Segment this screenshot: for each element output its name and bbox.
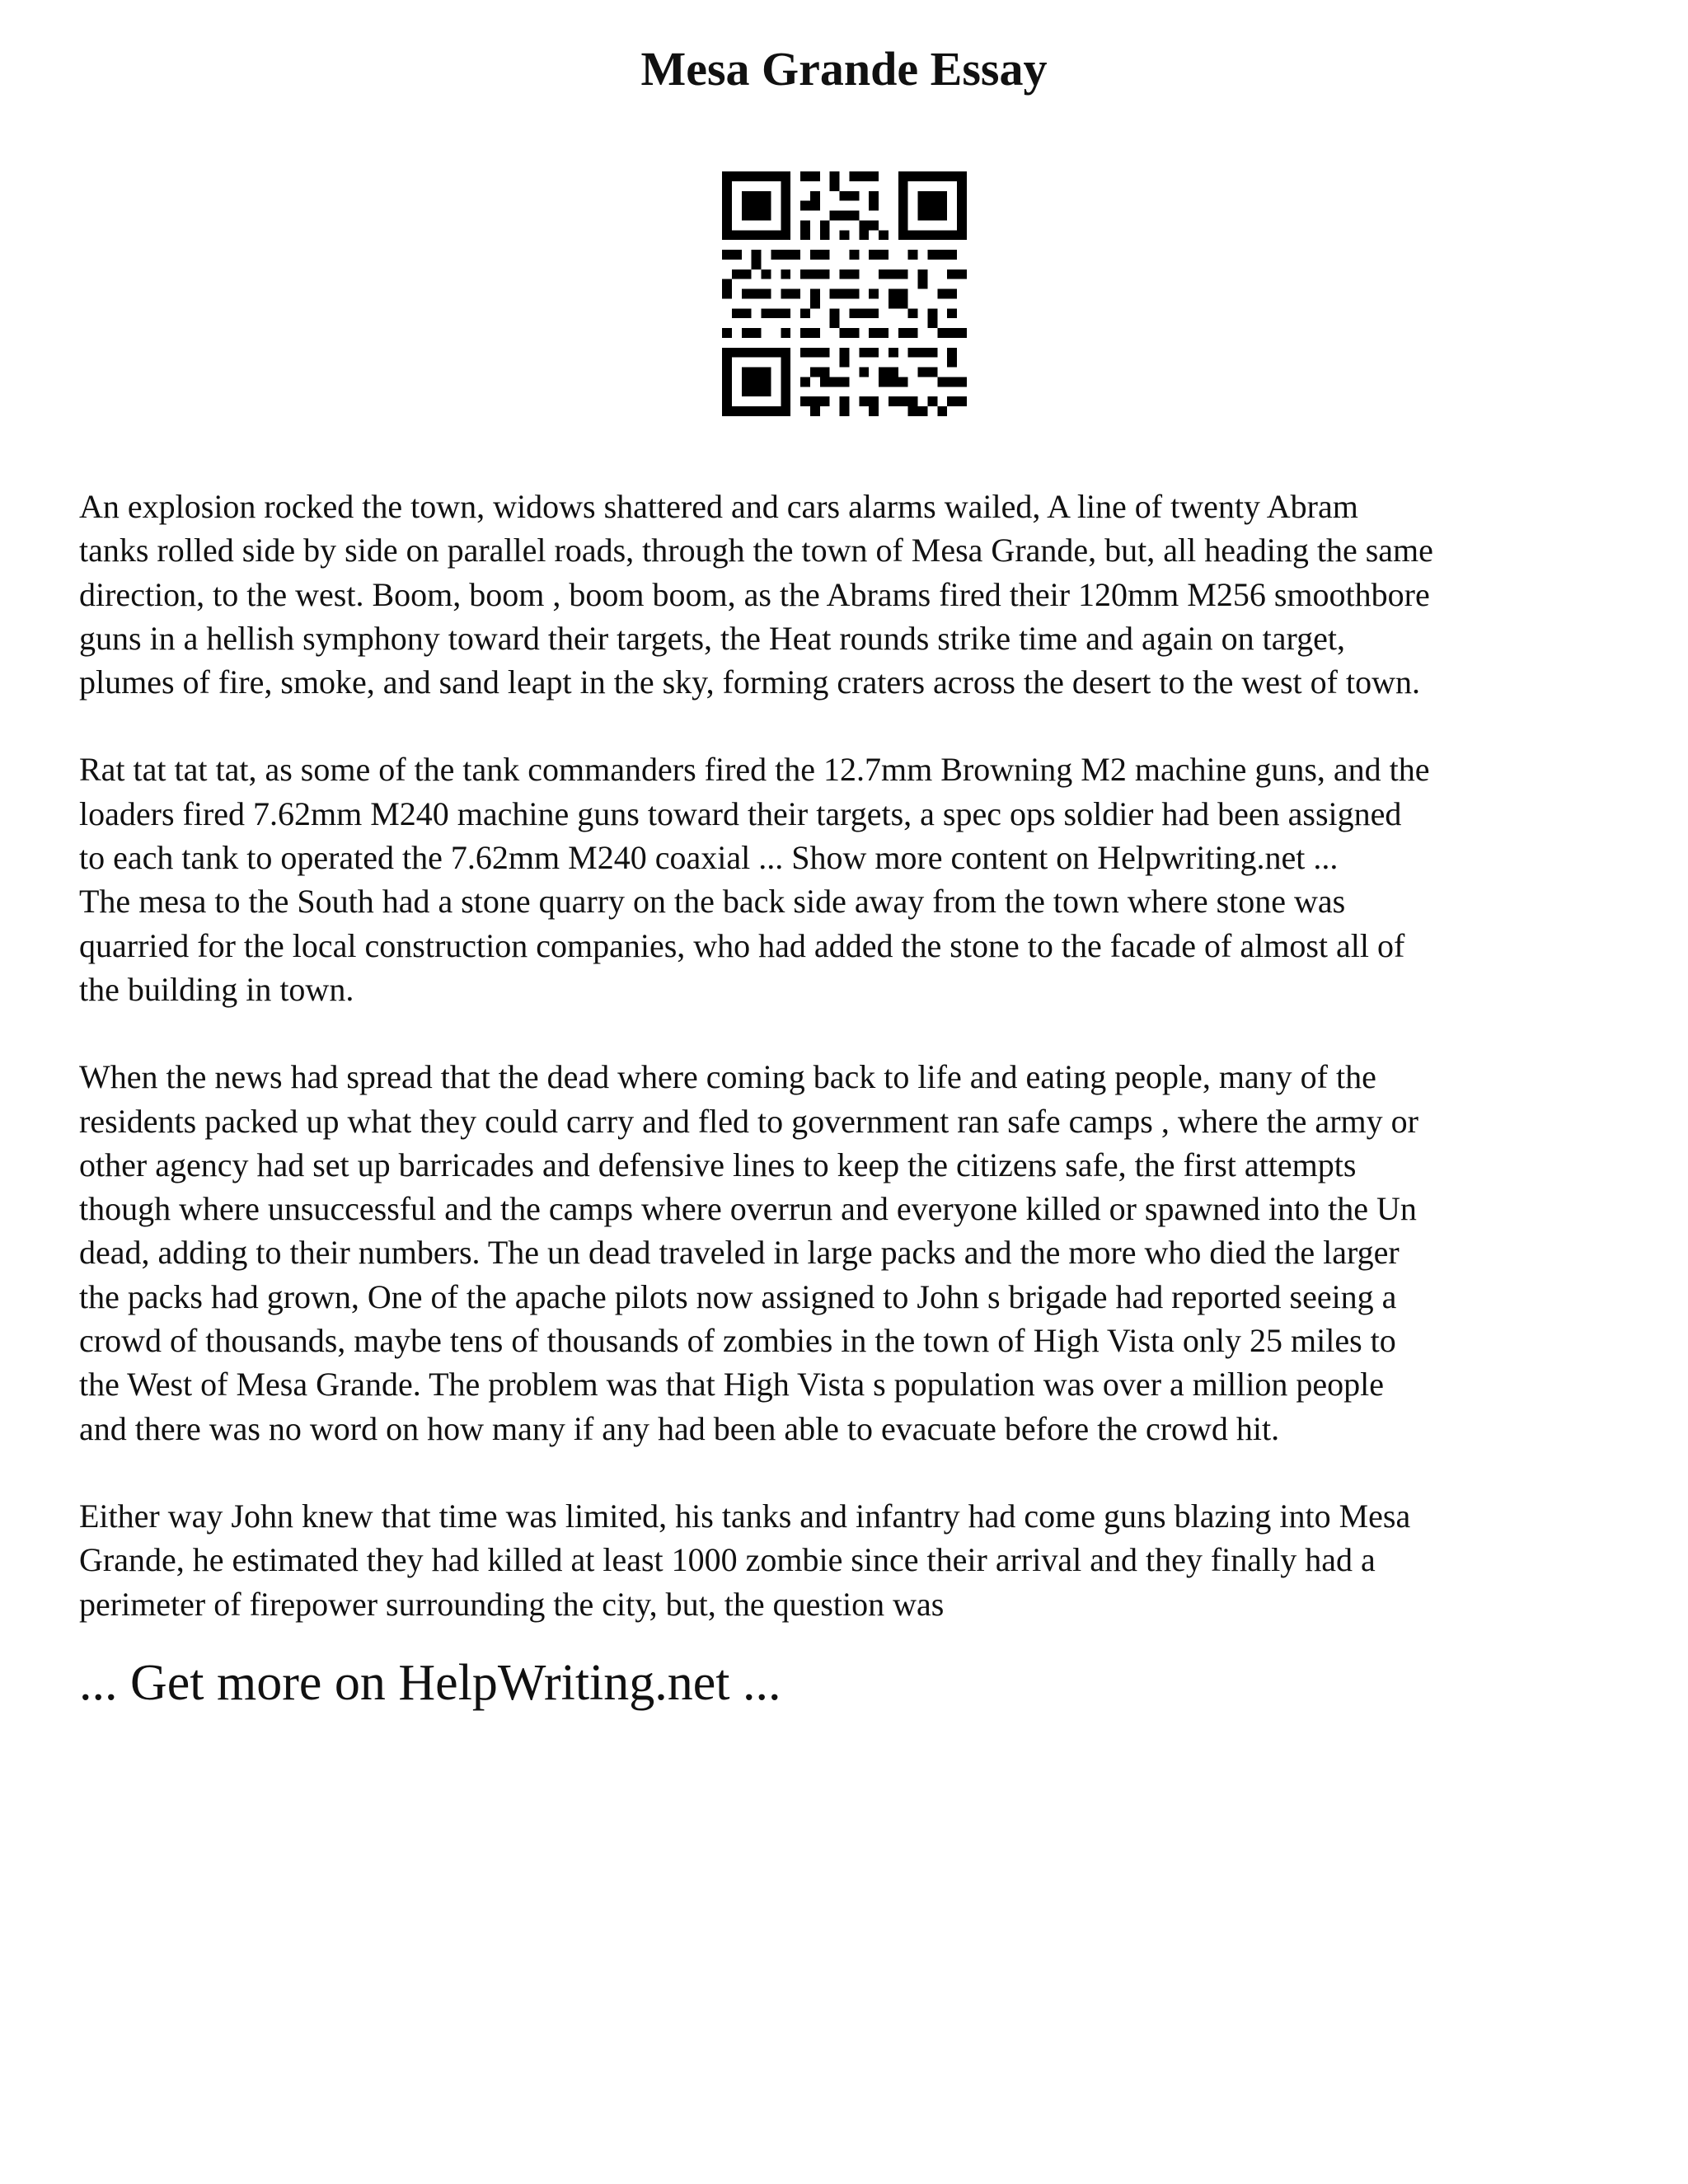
qr-code-graphic (722, 171, 967, 416)
essay-body (79, 485, 1629, 1670)
page-title: Mesa Grande Essay (640, 42, 1048, 96)
essay-paragraph: Rat tat tat tat, as some of the tank commanders fired the 12.7mm Browning M2 machine guns, and the loaders fired 7.62mm M240 machine guns toward their targets, a spec ops soldier had been assigned to each tank to operated the 7.62mm M240 coaxial ... Show more content on Helpwriting.net ... (79, 751, 1430, 877)
qr-code-icon (722, 171, 967, 416)
get-more-link[interactable]: ... Get more on HelpWriting.net ... (79, 1655, 781, 1711)
essay-paragraph: An explosion rocked the town, widows shattered and cars alarms wailed, A line of twenty Abram tanks rolled side by side on parallel roads, through the town of Mesa Grande, but, all heading the same direction, to the west. Boom, boom , boom boom, as the Abrams fired their 120mm M256 smoothbore guns in a hellish symphony toward their targets, the Heat rounds strike time and again on target, plumes of fire, smoke, and sand leapt in the sky, forming craters across the desert to the west of town. (79, 488, 1433, 701)
essay-paragraph: When the news had spread that the dead where coming back to life and eating people, many of the residents packed up what they could carry and fled to government ran safe camps , where the army or other agency had set up barricades and defensive lines to keep the citizens safe, the first attempts though where unsuccessful and the camps where overrun and everyone killed or spawned into the Un dead, adding to their numbers. The un dead traveled in large packs and the more who died the larger the packs had grown, One of the apache pilots now assigned to John s brigade had reported seeing a crowd of thousands, maybe tens of thousands of zombies in the town of High Vista only 25 miles to the West of Mesa Grande. The problem was that High Vista s population was over a million people and there was no word on how many if any had been able to evacuate before the crowd hit. (79, 1058, 1418, 1447)
essay-paragraph: Either way John knew that time was limited, his tanks and infantry had come guns blazing into Mesa Grande, he estimated they had killed at least 1000 zombie since their arrival and they finally had a perimeter of firepower surrounding the city, but, the question was (79, 1497, 1411, 1623)
essay-paragraph: The mesa to the South had a stone quarry on the back side away from the town where stone was quarried for the local construction companies, who had added the stone to the facade of almost all of the building in town. (79, 883, 1405, 1008)
